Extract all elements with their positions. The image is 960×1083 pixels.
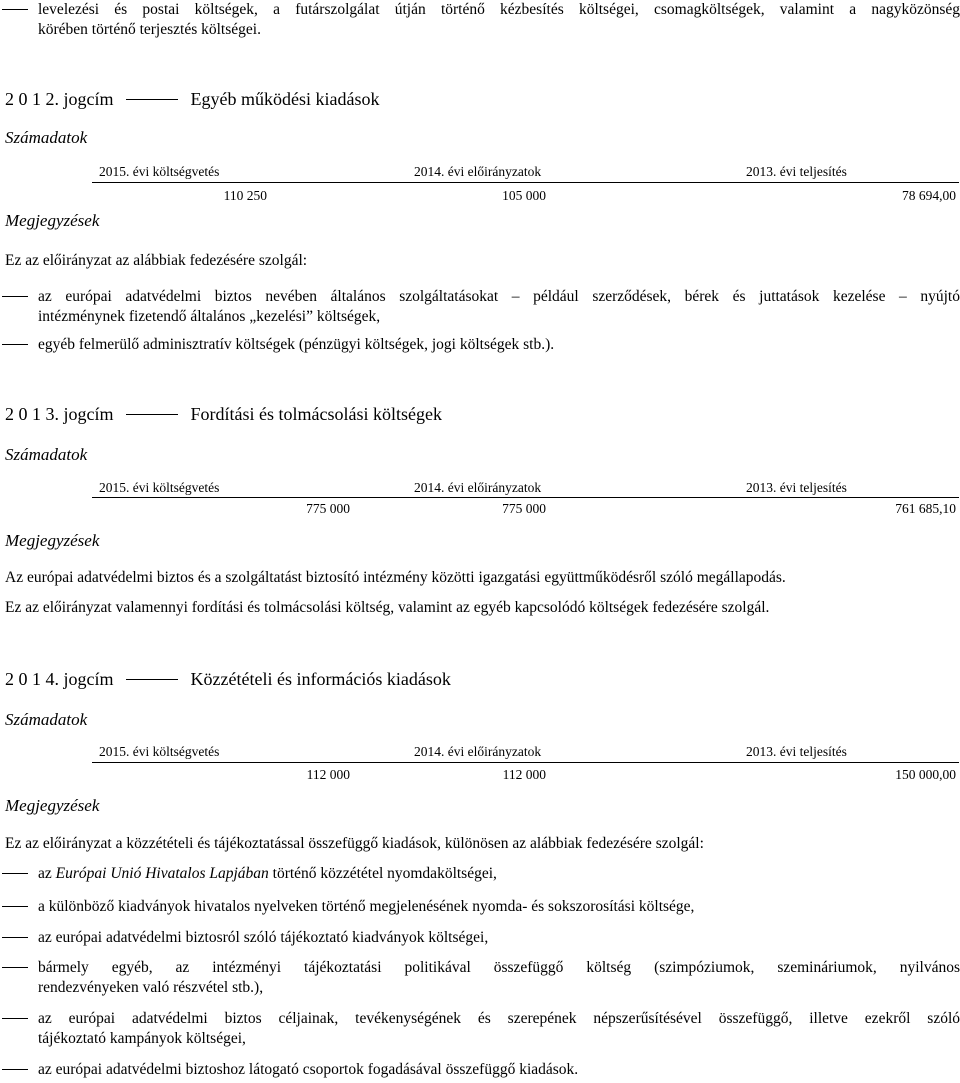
dash-bullet [2,906,28,907]
column-header: 2015. évi költségvetés [99,164,220,179]
dash-bullet [2,296,28,297]
heading-dash [126,679,178,680]
value-cell: 775 000 [502,501,546,516]
list-item-text: a különböző kiadványok hivatalos nyelveken történő megjelenésének nyomda- és sokszorosítási költsége, [38,898,695,915]
numbers-label: Számadatok [5,128,88,147]
heading-dash [126,414,178,415]
dash-bullet [2,9,28,10]
value-cell: 110 250 [223,188,267,203]
value-cell: 112 000 [502,767,546,782]
value-cell: 112 000 [306,767,350,782]
table-rule [92,497,959,498]
column-header: 2013. évi teljesítés [746,164,847,179]
list-item-text: intézménynek fizetendő általános „kezelési” költségek, [38,308,381,325]
table-rule [92,182,959,183]
dash-bullet [2,937,28,938]
dash-bullet [2,873,28,874]
italic-publication-name: Európai Unió Hivatalos Lapjában [55,865,269,882]
column-header: 2014. évi előirányzatok [414,164,542,179]
list-item [0,287,960,327]
list-item-text: egyéb felmerülő adminisztratív költségek (pénzügyi költségek, jogi költségek stb.). [38,336,555,353]
numbers-label: Számadatok [5,710,88,729]
dash-bullet [2,967,28,968]
dash-bullet [2,1018,28,1019]
notes-label: Megjegyzések [5,211,100,230]
list-item-text: tájékoztató kampányok költségei, [38,1030,246,1047]
list-item [0,928,960,948]
paragraph: Ez az előirányzat az alábbiak fedezésére szolgál: [5,252,308,269]
list-item [0,958,960,998]
value-cell: 150 000,00 [895,767,956,782]
list-item-text: az európai adatvédelmi biztos nevében általános szolgáltatásokat – például szerződések, bérek és juttatások kezelése – nyújtó [38,288,960,305]
notes-label: Megjegyzések [5,796,100,815]
paragraph: Az európai adatvédelmi biztos és a szolgáltatást biztosító intézmény közötti igazgatási együttműködésről szóló megállapodás. [5,569,786,586]
list-item [0,1060,960,1080]
value-cell: 105 000 [502,188,546,203]
column-header: 2013. évi teljesítés [746,744,847,759]
list-item [0,897,960,917]
numbers-label: Számadatok [5,445,88,464]
list-item [0,0,960,40]
list-item-text: levelezési és postai költségek, a futárszolgálat útján történő kézbesítés költségei, csomagköltségek, valamint a nagyközönség [38,1,960,18]
list-item [0,335,960,355]
list-item-text: bármely egyéb, az intézményi tájékoztatási politikával összefüggő költség (szimpóziumok, szemináriumok, nyilvános [38,959,960,976]
table-rule [92,762,959,763]
paragraph: Ez az előirányzat valamennyi fordítási és tolmácsolási költség, valamint az egyéb kapcsolódó költségek fedezésére szolgál. [5,599,770,616]
column-header: 2014. évi előirányzatok [414,480,542,495]
list-item-text: az európai adatvédelmi biztoshoz látogató csoportok fogadásával összefüggő kiadások. [38,1061,579,1078]
heading-dash [126,99,178,100]
list-item-text: az európai adatvédelmi biztos céljainak, tevékenységének és szerepének népszerűsítésével összefüggő, illetve ezekről szóló [38,1010,960,1027]
column-header: 2013. évi teljesítés [746,480,847,495]
section-heading: 2 0 1 3. jogcím Fordítási és tolmácsolási költségek [5,404,442,424]
value-cell: 775 000 [306,501,350,516]
column-header: 2015. évi költségvetés [99,744,220,759]
value-cell: 761 685,10 [895,501,956,516]
list-item-text: rendezvényeken való részvétel stb.), [38,979,264,996]
section-heading: 2 0 1 2. jogcím Egyéb működési kiadások [5,89,380,109]
list-item-text: az európai adatvédelmi biztosról szóló tájékoztató kiadványok költségei, [38,929,489,946]
value-cell: 78 694,00 [902,188,956,203]
list-item [0,1009,960,1049]
column-header: 2014. évi előirányzatok [414,744,542,759]
paragraph: Ez az előirányzat a közzétételi és tájékoztatással összefüggő kiadások, különösen az alábbiak fedezésére szolgál: [5,835,704,852]
dash-bullet [2,1069,28,1070]
notes-label: Megjegyzések [5,531,100,550]
dash-bullet [2,344,28,345]
column-header: 2015. évi költségvetés [99,480,220,495]
list-item: az Európai Unió Hivatalos Lapjában történő közzététel nyomdaköltségei, [0,864,960,884]
list-item-text: körében történő terjesztés költségei. [38,21,261,38]
section-heading: 2 0 1 4. jogcím Közzétételi és információs kiadások [5,669,451,689]
